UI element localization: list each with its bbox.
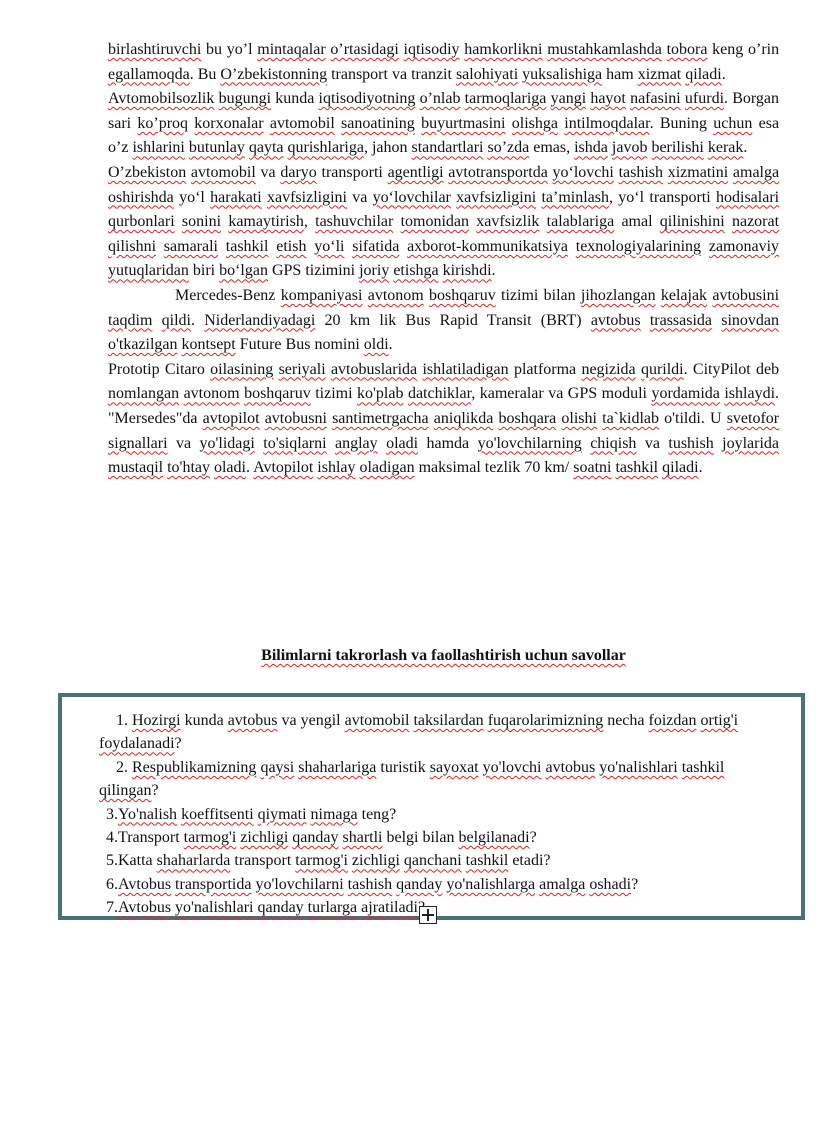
spellcheck-flagged-word: qanday <box>292 829 339 847</box>
spellcheck-flagged-word: qilishni <box>108 237 157 255</box>
spellcheck-flagged-word: o’rtasidagi <box>330 41 399 58</box>
spellcheck-flagged-word: qaysi <box>260 758 295 776</box>
spellcheck-flagged-word: ishlay <box>317 459 356 477</box>
spellcheck-flagged-word: sonini <box>181 213 222 231</box>
spellcheck-flagged-word: qilinishini <box>659 213 725 231</box>
spellcheck-flagged-word: ishlaydi <box>724 385 776 403</box>
spellcheck-flagged-word: O’zbekistonning <box>220 65 328 83</box>
spellcheck-flagged-word: ishda <box>574 139 608 157</box>
spellcheck-flagged-word: Niderlandiyadagi <box>204 311 316 329</box>
spellcheck-flagged-word: hamkorlikni <box>464 41 543 58</box>
spellcheck-flagged-word: xizmatini <box>667 163 729 181</box>
spellcheck-flagged-word: samarali <box>163 237 218 255</box>
spellcheck-flagged-word: santimetrgacha <box>332 409 429 427</box>
spellcheck-flagged-word: foydalanadi <box>99 735 175 753</box>
spellcheck-flagged-word: foizdan <box>648 712 697 729</box>
spellcheck-flagged-word: qanday <box>396 875 443 893</box>
spellcheck-flagged-word: yo'lovchilarning <box>477 434 582 452</box>
spellcheck-flagged-word: sayoxat <box>429 758 479 776</box>
spellcheck-flagged-word: so’zda <box>487 139 530 157</box>
paragraph-2: Avtomobilsozlik bugungi kunda iqtisodiyotning o’nlab tarmoqlariga yangi hayot nafasini ufurdi. Borgan sari ko’proq korxonalar avtomobil sanoatining buyurtmasini olishga intilmoqdalar. Buning uchun esa o’z ishlarini butunlay qayta qurishlariga, jahon standartlari so’zda emas, ishda javob berilishi kerak. <box>108 90 780 157</box>
spellcheck-flagged-word: oladigan <box>359 459 415 477</box>
spellcheck-flagged-word: datchiklar <box>407 385 472 403</box>
spellcheck-flagged-word: kontsept <box>181 336 236 354</box>
spellcheck-flagged-word: yuksalishiga <box>522 65 603 83</box>
spellcheck-flagged-word: kamaytirish <box>228 213 304 231</box>
spellcheck-flagged-word: mustahkamlashda <box>547 41 662 58</box>
question-2: 2. Respublikamizning qaysi shaharlariga turistik sayoxat yo'lovchi avtobus yo'nalishlari tashkil qilingan? <box>99 758 725 800</box>
spellcheck-flagged-word: iqtisodiy <box>403 41 460 58</box>
spellcheck-flagged-word: ta’minlash <box>541 188 609 206</box>
spellcheck-flagged-word: yangi <box>550 90 587 108</box>
spellcheck-flagged-word: boshqara <box>498 409 557 427</box>
spellcheck-flagged-word: javob <box>611 139 648 157</box>
spellcheck-flagged-word: koeffitsenti <box>181 805 254 823</box>
questions-textbox[interactable] <box>58 693 805 920</box>
paragraph-3: O’zbekiston avtomobil va daryo transporti agentligi avtotransportda yo‘lovchi tashish xizmatini amalga oshirishda yo‘l harakati xavfsizligini va yo‘lovchilar xavfsizligini ta’minlash, yo‘l transporti hodisalari qurbonlari sonini kamaytirish, tashuvchilar tomonidan xavfsizlik talablariga amal qilinishini nazorat qilishni samarali tashkil etish yo‘li sifatida axborot-kommunikatsiya texnologiyalarining zamonaviy yutuqlaridan biri bo‘lgan GPS tizimini joriy etishga kirishdi. <box>108 163 780 280</box>
spellcheck-flagged-word: avtobus <box>590 311 641 329</box>
spellcheck-flagged-word: mintaqalar <box>257 41 326 58</box>
spellcheck-flagged-word: boshqaruv <box>429 286 496 304</box>
spellcheck-flagged-word: zichligi <box>240 829 289 847</box>
spellcheck-flagged-word: daryo <box>280 163 317 181</box>
spellcheck-flagged-word: olishi <box>561 409 597 427</box>
spellcheck-flagged-word: kompaniyasi <box>280 286 363 304</box>
spellcheck-flagged-word: avtobusini <box>712 286 780 304</box>
spellcheck-flagged-word: qiladi <box>685 65 722 83</box>
spellcheck-flagged-word: egallamoqda <box>108 65 190 83</box>
spellcheck-flagged-word: ko’proq <box>137 114 189 132</box>
spellcheck-flagged-word: o’nlab <box>419 90 461 108</box>
spellcheck-flagged-word: avtobuslarida <box>330 360 418 378</box>
spellcheck-flagged-word: yo‘li <box>314 237 345 255</box>
spellcheck-flagged-word: berilishi <box>651 139 704 157</box>
spellcheck-flagged-word: chiqish <box>590 434 637 452</box>
spellcheck-flagged-word: aniqlikda <box>433 409 494 427</box>
spellcheck-flagged-word: oilasining <box>210 360 274 378</box>
spellcheck-flagged-word: soatni <box>573 459 612 477</box>
question-5: 5.Katta shaharlarda transport tarmog'i zichligi qanchani tashkil etadi? <box>106 852 551 870</box>
spellcheck-flagged-word: uchun <box>713 114 753 132</box>
spellcheck-flagged-word: tarmoqlariga <box>464 90 547 108</box>
spellcheck-flagged-word: zichligi <box>351 852 400 870</box>
spellcheck-flagged-word: avtonom <box>183 385 240 403</box>
spellcheck-flagged-word: tarmog'i <box>183 829 237 847</box>
spellcheck-flagged-word: joylarida <box>722 434 780 452</box>
spellcheck-flagged-word: kerak <box>707 139 744 157</box>
question-6: 6.Avtobus transportida yo'lovchilarni tashish qanday yo'nalishlarga amalga oshadi? <box>106 875 639 893</box>
spellcheck-flagged-word: tashuvchilar <box>315 213 394 231</box>
spellcheck-flagged-word: bugungi <box>218 90 272 108</box>
spellcheck-flagged-word: Avtobus <box>118 899 172 917</box>
spellcheck-flagged-word: hodisalari <box>716 188 780 206</box>
spellcheck-flagged-word: zamonaviy <box>708 237 780 255</box>
questions-list <box>99 709 783 920</box>
spellcheck-flagged-word: hayot <box>590 90 626 108</box>
spellcheck-flagged-word: qurildi <box>640 360 684 378</box>
spellcheck-flagged-word: qiymati <box>257 805 307 823</box>
spellcheck-flagged-word: talablariga <box>546 213 615 231</box>
spellcheck-flagged-word: xavfsizligini <box>456 188 537 206</box>
spellcheck-flagged-word: Yo'nalish <box>118 805 178 823</box>
spellcheck-flagged-word: standartlari <box>411 139 484 157</box>
spellcheck-flagged-word: nazorat <box>731 213 780 231</box>
spellcheck-flagged-word: sifatida <box>352 237 400 255</box>
spellcheck-flagged-word: yo'lovchilarni <box>255 875 344 893</box>
spellcheck-flagged-word: oladi <box>386 434 419 452</box>
spellcheck-flagged-word: agentligi <box>387 163 444 181</box>
spellcheck-flagged-word: boshqaruv <box>244 385 311 403</box>
spellcheck-flagged-word: ajratiladi <box>361 899 418 917</box>
spellcheck-flagged-word: xavfsizligini <box>266 188 347 206</box>
spellcheck-flagged-word: belgilanadi <box>458 829 530 847</box>
move-handle-icon[interactable] <box>419 906 437 924</box>
spellcheck-flagged-word: sinovdan <box>721 311 780 329</box>
spellcheck-flagged-word: avtobus <box>227 712 278 729</box>
spellcheck-flagged-word: qurbonlari <box>108 213 175 231</box>
spellcheck-flagged-word: buyurtmasini <box>421 114 506 132</box>
spellcheck-flagged-word: oldi <box>363 336 389 354</box>
question-1: 1. Hozirgi kunda avtobus va yengil avtomobil taksilardan fuqarolarimizning necha foizdan ortig'i foydalanadi? <box>99 712 739 753</box>
spellcheck-flagged-word: shartli <box>342 829 383 847</box>
spellcheck-flagged-word: intilmoqdalar <box>564 114 650 132</box>
spellcheck-flagged-word: avtonom <box>367 286 424 304</box>
spellcheck-flagged-word: sanoatining <box>341 114 415 132</box>
spellcheck-flagged-word: ishlarini <box>132 139 185 157</box>
spellcheck-flagged-word: Avtobus <box>118 875 172 893</box>
spellcheck-flagged-word: kirishdi <box>442 262 492 280</box>
spellcheck-flagged-word: ko'plab <box>357 385 404 403</box>
spellcheck-flagged-word: korxonalar <box>194 114 264 132</box>
spellcheck-flagged-word: tashish <box>618 163 664 181</box>
spellcheck-flagged-word: Hozirgi <box>132 712 181 729</box>
spellcheck-flagged-word: nimaga <box>310 805 358 823</box>
spellcheck-flagged-word: ta`kidlab <box>602 409 659 427</box>
spellcheck-flagged-word: ishlatiladigan <box>422 360 509 378</box>
spellcheck-flagged-word: salohiyati <box>455 65 519 83</box>
spellcheck-flagged-word: birlashtiruvchi <box>108 41 202 58</box>
spellcheck-flagged-word: iqtisodiyotning <box>318 90 416 108</box>
spellcheck-flagged-word: tashkil <box>225 237 269 255</box>
spellcheck-flagged-word: qanday <box>257 899 304 917</box>
spellcheck-flagged-word: yutuqlaridan <box>108 262 189 280</box>
spellcheck-flagged-word: turlarga <box>307 899 358 917</box>
spellcheck-flagged-word: avtomobil <box>344 712 410 729</box>
spellcheck-flagged-word: yo'nalishlari <box>599 758 678 776</box>
spellcheck-flagged-word: texnologiyalarining <box>575 237 702 255</box>
spellcheck-flagged-word: to'htay <box>167 459 210 477</box>
spellcheck-flagged-word: O’zbekiston <box>108 163 187 181</box>
spellcheck-flagged-word: yo'nalishlarga <box>446 875 536 893</box>
spellcheck-flagged-word: etish <box>276 237 307 255</box>
spellcheck-flagged-word: qiladi <box>662 459 699 477</box>
spellcheck-flagged-word: amalga <box>732 163 780 181</box>
body-text <box>108 38 779 481</box>
spellcheck-flagged-word: ortig'i <box>700 712 739 729</box>
spellcheck-flagged-word: Avtopilot <box>253 459 314 477</box>
spellcheck-flagged-word: oshirishda <box>108 188 174 206</box>
spellcheck-flagged-word: o'tkazilgan <box>108 336 178 354</box>
question-7: 7.Avtobus yo'nalishlari qanday turlarga ajratiladi <box>106 899 418 917</box>
spellcheck-flagged-word: olishga <box>511 114 558 132</box>
spellcheck-flagged-word: oladi <box>213 459 246 477</box>
spellcheck-flagged-word: yo'lovchi <box>482 758 542 776</box>
spellcheck-flagged-word: butunlay <box>188 139 245 157</box>
spellcheck-flagged-word: qildi <box>161 311 191 329</box>
spellcheck-flagged-word: yordamida <box>651 385 720 403</box>
spellcheck-flagged-word: yo'lidagi <box>199 434 255 452</box>
spellcheck-flagged-word: avtomobil <box>190 163 256 181</box>
question-4: 4.Transport tarmog'i zichligi qanday shartli belgi bilan belgilanadi? <box>106 829 537 847</box>
spellcheck-flagged-word: qilingan <box>99 782 152 800</box>
spellcheck-flagged-word: xavfsizlik <box>476 213 540 231</box>
spellcheck-flagged-word: tobora <box>666 41 708 58</box>
spellcheck-flagged-word: fuqarolarimizning <box>487 712 604 729</box>
spellcheck-flagged-word: etishga <box>393 262 439 280</box>
spellcheck-flagged-word: qayta <box>248 139 284 157</box>
spellcheck-flagged-word: nomlangan <box>108 385 180 403</box>
spellcheck-flagged-word: shaharlariga <box>298 758 377 776</box>
spellcheck-flagged-word: tashkil <box>615 459 659 477</box>
spellcheck-flagged-word: avtobusni <box>264 409 327 427</box>
spellcheck-flagged-word: tashish <box>347 875 393 893</box>
spellcheck-flagged-word: avtotransportda <box>448 163 548 181</box>
spellcheck-flagged-word: tashkil <box>681 758 725 776</box>
spellcheck-flagged-word: kelajak <box>660 286 708 304</box>
spellcheck-flagged-word: oshadi <box>589 875 632 893</box>
spellcheck-flagged-word: signallari <box>108 434 168 452</box>
spellcheck-flagged-word: avtomobil <box>269 114 335 132</box>
spellcheck-flagged-word: bo‘lgan <box>219 262 268 280</box>
spellcheck-flagged-word: nafasini <box>630 90 681 108</box>
spellcheck-flagged-word: qurishlariga <box>287 139 364 157</box>
spellcheck-flagged-word: tomonidan <box>400 213 470 231</box>
paragraph-4: Mercedes-Benz kompaniyasi avtonom boshqaruv tizimi bilan jihozlangan kelajak avtobusini taqdim qildi. Niderlandiyadagi 20 km lik Bus Rapid Transit (BRT) avtobus trassasida sinovdan o'tkazilgan kontsept Future Bus nomini oldi. <box>108 286 780 354</box>
spellcheck-flagged-word: Respublikamizning <box>132 758 257 776</box>
spellcheck-flagged-word: tarmog'i <box>295 852 348 870</box>
spellcheck-flagged-word: joriy <box>359 262 390 280</box>
spellcheck-flagged-word: xizmat <box>637 65 682 83</box>
spellcheck-flagged-word: shaharlarda <box>156 852 231 870</box>
spellcheck-flagged-word: seriyali <box>278 360 326 378</box>
spellcheck-flagged-word: axborot-kommunikatsiya <box>407 237 568 255</box>
spellcheck-flagged-word: yo‘lovchilar <box>372 188 451 206</box>
spellcheck-flagged-word: transportida <box>175 875 252 893</box>
paragraph-1: birlashtiruvchi bu yo’l mintaqalar o’rtasidagi iqtisodiy hamkorlikni mustahkamlashda tobora keng o’rin egallamoqda. Bu O’zbekistonning transport va tranzit salohiyati yuksalishiga ham xizmat qiladi. <box>108 41 780 83</box>
paragraph-5: Prototip Citaro oilasining seriyali avtobuslarida ishlatiladigan platforma negizida qurildi. CityPilot deb nomlangan avtonom boshqaruv tizimi ko'plab datchiklar, kameralar va GPS moduli yordamida ishlaydi. "Mersedes"da avtopilot avtobusni santimetrgacha aniqlikda boshqara olishi ta`kidlab o'tildi. U svetofor signallari va yo'lidagi to'siqlarni anglay oladi hamda yo'lovchilarning chiqish va tushish joylarida mustaqil to'htay oladi. Avtopilot ishlay oladigan maksimal tezlik 70 km/ soatni tashkil qiladi. <box>108 360 780 477</box>
spellcheck-flagged-word: to'siqlarni <box>263 434 327 452</box>
spellcheck-flagged-word: avtobus <box>545 758 596 776</box>
spellcheck-flagged-word: qanchani <box>403 852 462 870</box>
spellcheck-flagged-word: Avtomobilsozlik <box>108 90 215 108</box>
spellcheck-flagged-word: ufurdi <box>684 90 725 108</box>
spellcheck-flagged-word: tushish <box>668 434 714 452</box>
spellcheck-flagged-word: yo'nalishlari <box>175 899 254 917</box>
spellcheck-flagged-word: amalga <box>539 875 586 893</box>
spellcheck-flagged-word: svetofor <box>726 409 780 427</box>
spellcheck-flagged-word: taksilardan <box>413 712 484 729</box>
spellcheck-flagged-word: negizida <box>581 360 636 378</box>
spellcheck-flagged-word: harakati <box>210 188 262 206</box>
spellcheck-flagged-word: mustaqil <box>108 459 164 477</box>
spellcheck-flagged-word: jihozlangan <box>580 286 656 304</box>
spellcheck-flagged-word: taqdim <box>108 311 153 329</box>
spellcheck-flagged-word: yo‘lovchi <box>552 163 614 181</box>
spellcheck-flagged-word: avtopilot <box>202 409 260 427</box>
spellcheck-flagged-word: trassasida <box>649 311 713 329</box>
section-heading-text: Bilimlarni takrorlash va faollashtirish uchun savollar <box>261 647 626 664</box>
section-heading <box>108 644 779 668</box>
question-3: 3.Yo'nalish koeffitsenti qiymati nimaga teng? <box>106 805 397 823</box>
spellcheck-flagged-word: anglay <box>335 434 378 452</box>
spellcheck-flagged-word: tashkil <box>465 852 509 870</box>
